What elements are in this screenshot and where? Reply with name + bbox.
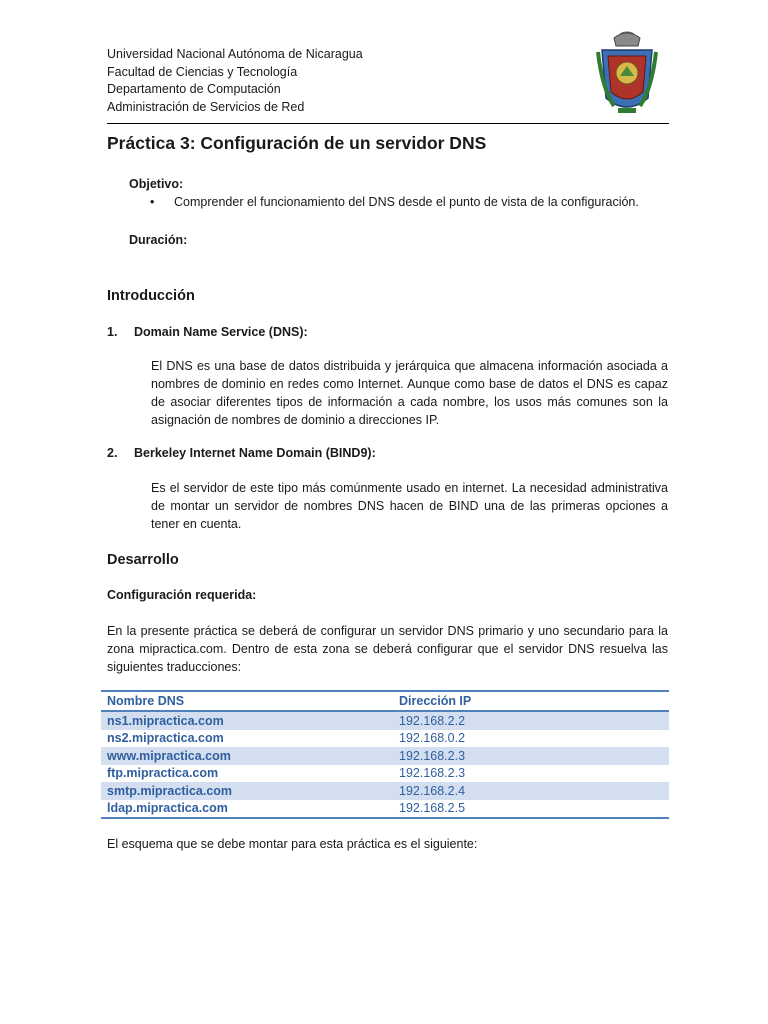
header-line-course: Administración de Servicios de Red: [107, 99, 305, 114]
page-title: Práctica 3: Configuración de un servidor DNS: [107, 133, 487, 153]
dns-name-cell: ns2.mipractica.com: [107, 731, 224, 746]
ip-address-cell: 192.168.2.4: [393, 782, 669, 800]
table-header-row: [101, 691, 669, 711]
table-row: [101, 730, 669, 748]
table-row: [101, 747, 669, 765]
objective-label: Objetivo:: [129, 177, 184, 191]
header-divider: [107, 123, 669, 124]
intro-item-1-title: Domain Name Service (DNS):: [134, 325, 308, 339]
development-paragraph: En la presente práctica se deberá de configurar un servidor DNS primario y uno secundario para la zona mipractica.com. Dentro de esta zona se deberá configurar que el servidor DNS resuelva las siguientes traducciones:: [107, 624, 668, 674]
ip-address-cell: 192.168.2.3: [393, 747, 669, 765]
table-row: [101, 782, 669, 800]
dns-name-cell: ftp.mipractica.com: [107, 766, 219, 781]
dns-name-cell: ldap.mipractica.com: [101, 800, 393, 819]
intro-item-2-body: Es el servidor de este tipo más comúnmente usado en internet. La necesidad administrativa de montar un servidor de nombres DNS hacen de BIND una de las primeras opciones a tener en cuenta.: [151, 481, 668, 531]
column-header-dns-name: Nombre DNS: [101, 691, 393, 711]
duration-label: Duración:: [129, 233, 188, 247]
dns-name-cell: ns1.mipractica.com: [101, 711, 393, 730]
dns-name-cell: smtp.mipractica.com: [101, 782, 393, 800]
objective-text: Comprender el funcionamiento del DNS desde el punto de vista de la configuración.: [174, 195, 639, 209]
bullet-icon: •: [150, 195, 155, 209]
ip-address-cell: 192.168.2.5: [393, 800, 669, 819]
intro-item-2-title: Berkeley Internet Name Domain (BIND9):: [134, 446, 376, 460]
university-seal-icon: [594, 28, 660, 116]
ip-address-cell: 192.168.2.2: [393, 711, 669, 730]
table-row: [101, 711, 669, 730]
column-header-ip-address: Dirección IP: [393, 691, 669, 711]
intro-item-1-heading: [107, 325, 308, 339]
development-heading: Desarrollo: [107, 552, 179, 568]
table-row: [101, 765, 669, 783]
dns-translation-table: [101, 690, 669, 819]
closing-paragraph: El esquema que se debe montar para esta práctica es el siguiente:: [107, 837, 478, 851]
ip-address-cell: 192.168.0.2: [399, 731, 466, 746]
header-line-university: Universidad Nacional Autónoma de Nicaragua: [107, 47, 363, 61]
intro-item-2-number: 2.: [107, 446, 118, 460]
intro-item-2-heading: [107, 446, 376, 460]
header-line-faculty: Facultad de Ciencias y Tecnología: [107, 64, 298, 79]
dns-name-cell: www.mipractica.com: [101, 747, 393, 765]
required-config-subheading: Configuración requerida:: [107, 588, 257, 602]
intro-item-1-body: El DNS es una base de datos distribuida y jerárquica que almacena información asociada a nombres de dominio en redes como Internet. Aunque como base de datos el DNS es capaz de asociar diferentes tipos de información a cada nombre, los usos más comunes son la asignación de nombres de dominio a direcciones IP.: [151, 359, 668, 427]
institution-header: [107, 46, 567, 116]
introduction-heading: Introducción: [107, 288, 195, 304]
header-line-department: Departamento de Computación: [107, 82, 281, 96]
ip-address-cell: 192.168.2.3: [399, 766, 466, 781]
objective-list-item: [150, 195, 639, 209]
intro-item-1-number: 1.: [107, 325, 118, 339]
table-row: [101, 800, 669, 819]
